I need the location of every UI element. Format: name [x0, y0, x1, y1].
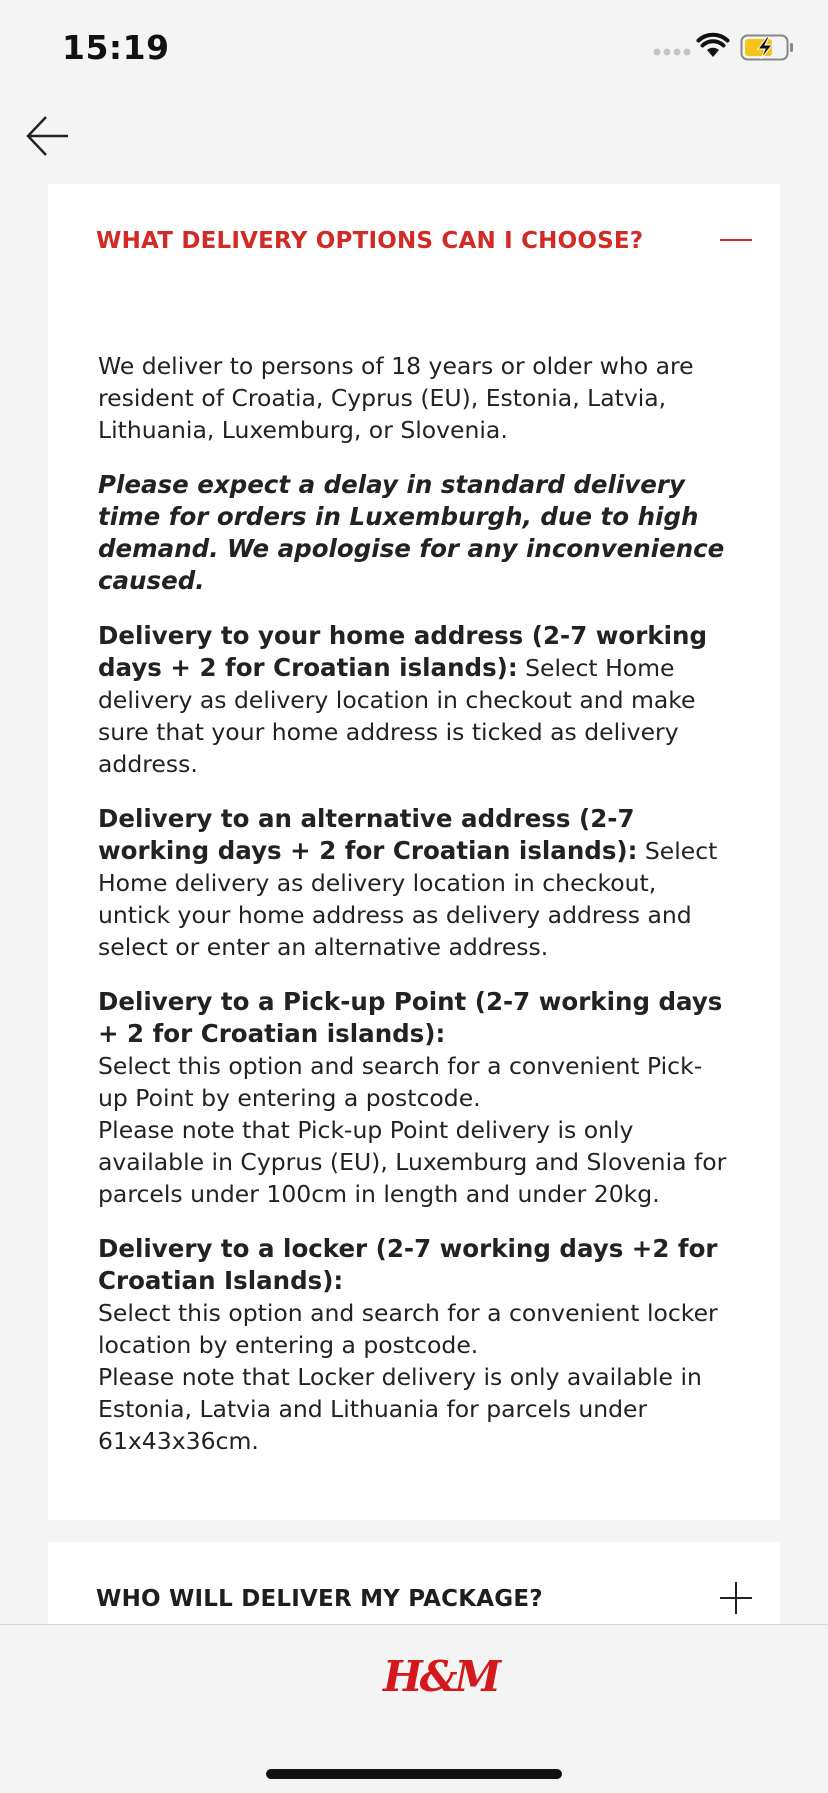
answer-home-delivery [98, 620, 728, 780]
plus-icon[interactable] [720, 1582, 752, 1614]
status-bar [0, 0, 828, 100]
answer-locker [98, 1233, 728, 1457]
home-delivery-title: Delivery to your home address (2-7 working days + 2 for Croatian islands): [98, 621, 708, 682]
faq-question-who-delivers[interactable]: WHO WILL DELIVER MY PACKAGE? [96, 1586, 543, 1612]
pickup-point-text-1: Select this option and search for a convenient Pick-up Point by entering a postcode. [98, 1052, 703, 1112]
minus-icon[interactable] [720, 238, 752, 242]
battery-charging-icon [740, 34, 796, 62]
pickup-point-title: Delivery to a Pick-up Point (2-7 working days + 2 for Croatian islands): [98, 987, 723, 1048]
alternative-address-text: Select Home delivery as delivery location in checkout, untick your home address as delivery address and select or enter an alternative address. [98, 837, 718, 961]
locker-title: Delivery to a locker (2-7 working days +2 for Croatian Islands): [98, 1234, 718, 1295]
faq-answer [98, 350, 728, 1480]
pickup-point-text-2: Please note that Pick-up Point delivery is only available in Cyprus (EU), Luxemburg and Slovenia for parcels under 100cm in length and under 20kg. [98, 1116, 727, 1208]
answer-pickup-point [98, 986, 728, 1210]
locker-text-1: Select this option and search for a convenient locker location by entering a postcode. [98, 1299, 718, 1359]
home-indicator[interactable] [266, 1769, 562, 1779]
status-time: 15:19 [62, 28, 170, 67]
faq-question-delivery-options[interactable]: WHAT DELIVERY OPTIONS CAN I CHOOSE? [96, 228, 644, 254]
answer-delay-notice: Please expect a delay in standard delivery time for orders in Luxemburgh, due to high demand. We apologise for any inconvenience caused. [98, 470, 725, 595]
back-arrow-icon[interactable] [24, 112, 72, 160]
alternative-address-title: Delivery to an alternative address (2-7 working days + 2 for Croatian islands): [98, 804, 638, 865]
cellular-signal-icon [653, 47, 691, 57]
faq-card-delivery-options [48, 184, 780, 1520]
wifi-icon [696, 32, 730, 58]
hm-logo[interactable]: H&M [383, 1652, 499, 1701]
footer-bar [0, 1624, 828, 1793]
answer-intro: We deliver to persons of 18 years or older who are resident of Croatia, Cyprus (EU), Estonia, Latvia, Lithuania, Luxemburg, or Slovenia. [98, 352, 694, 444]
locker-text-2: Please note that Locker delivery is only available in Estonia, Latvia and Lithuania for parcels under 61x43x36cm. [98, 1363, 702, 1455]
answer-alternative-address [98, 803, 728, 963]
home-delivery-text: Select Home delivery as delivery location in checkout and make sure that your home address is ticked as delivery address. [98, 654, 696, 778]
